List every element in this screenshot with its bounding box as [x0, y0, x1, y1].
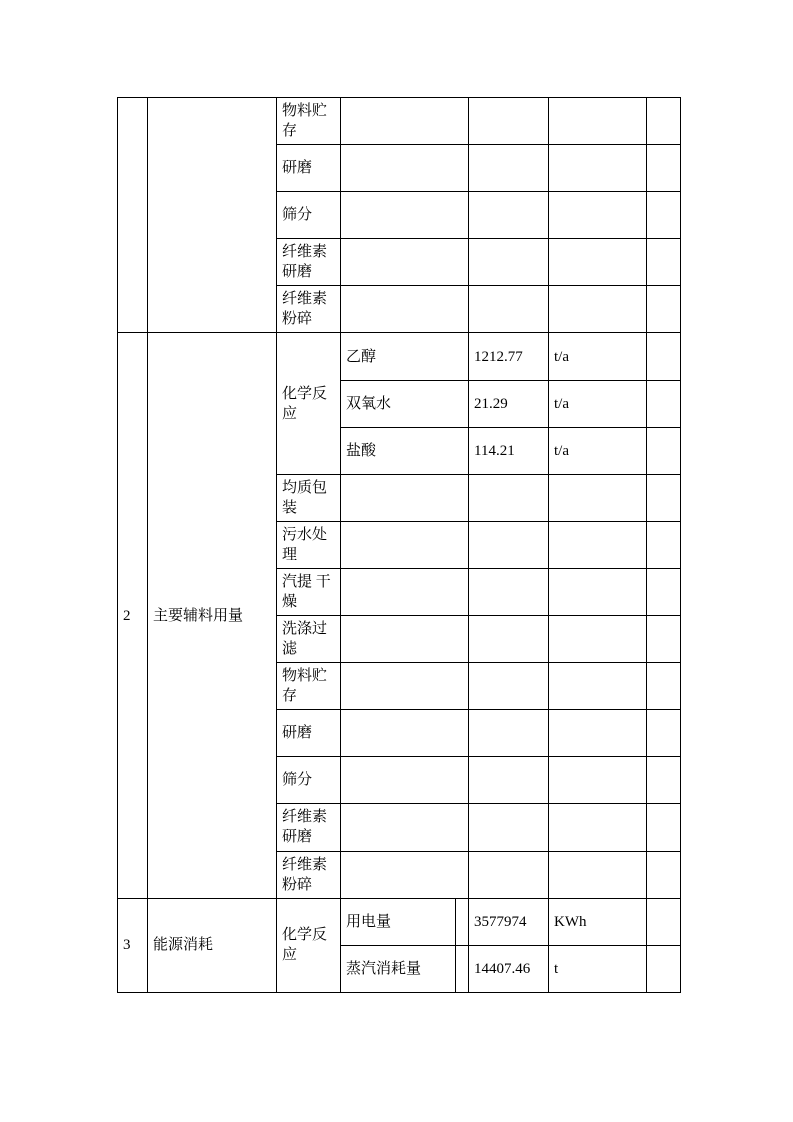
value-cell: [469, 239, 549, 286]
unit-cell: [549, 286, 647, 333]
unit-cell: [549, 568, 647, 615]
empty-cell: [647, 710, 681, 757]
value-cell: [469, 616, 549, 663]
value-cell: 1212.77: [469, 333, 549, 380]
unit-cell: [549, 521, 647, 568]
material-cell: [341, 568, 469, 615]
material-cell: [341, 710, 469, 757]
process-cell: 纤维素粉碎: [277, 851, 341, 898]
empty-cell: [647, 145, 681, 192]
material-cell: [341, 286, 469, 333]
unit-cell: [549, 757, 647, 804]
empty-cell: [647, 898, 681, 945]
material-cell: 蒸汽消耗量: [341, 945, 456, 992]
material-cell: [341, 851, 469, 898]
row-index-cell: 3: [118, 898, 148, 992]
empty-cell: [647, 616, 681, 663]
material-cell: [341, 98, 469, 145]
empty-cell: [647, 192, 681, 239]
value-cell: [469, 851, 549, 898]
value-cell: 114.21: [469, 427, 549, 474]
value-cell: [469, 474, 549, 521]
value-cell: [469, 521, 549, 568]
empty-cell: [647, 474, 681, 521]
value-cell: [469, 804, 549, 851]
material-cell: [341, 521, 469, 568]
value-cell: [469, 192, 549, 239]
process-cell: 筛分: [277, 757, 341, 804]
process-cell: 物料贮存: [277, 663, 341, 710]
value-cell: [469, 568, 549, 615]
unit-cell: KWh: [549, 898, 647, 945]
category-cell: 能源消耗: [148, 898, 277, 992]
material-cell: 双氧水: [341, 380, 469, 427]
category-cell: 主要辅料用量: [148, 333, 277, 898]
unit-cell: t: [549, 945, 647, 992]
material-cell: 乙醇: [341, 333, 469, 380]
empty-cell: [647, 286, 681, 333]
unit-cell: t/a: [549, 427, 647, 474]
material-cell: [341, 145, 469, 192]
empty-cell: [647, 98, 681, 145]
value-cell: [469, 710, 549, 757]
process-cell: 物料贮存: [277, 98, 341, 145]
value-cell: 21.29: [469, 380, 549, 427]
table-row: [118, 98, 681, 145]
process-cell: 化学反应: [277, 898, 341, 992]
value-cell: [469, 663, 549, 710]
process-cell: 纤维素粉碎: [277, 286, 341, 333]
value-cell: [469, 757, 549, 804]
empty-cell: [647, 804, 681, 851]
unit-cell: t/a: [549, 333, 647, 380]
material-cell: [341, 192, 469, 239]
value-cell: 3577974: [469, 898, 549, 945]
table-row: [118, 333, 681, 380]
material-cell: [341, 757, 469, 804]
unit-cell: [549, 474, 647, 521]
material-cell: [341, 616, 469, 663]
material-cell: [341, 239, 469, 286]
unit-cell: [549, 145, 647, 192]
spacer-cell: [456, 898, 469, 945]
empty-cell: [647, 945, 681, 992]
material-cell: [341, 804, 469, 851]
unit-cell: [549, 98, 647, 145]
material-cell: [341, 663, 469, 710]
empty-cell: [647, 757, 681, 804]
empty-cell: [647, 380, 681, 427]
row-index-cell: 2: [118, 333, 148, 898]
unit-cell: [549, 616, 647, 663]
category-cell: [148, 98, 277, 333]
process-data-table: [117, 97, 681, 993]
process-cell: 研磨: [277, 145, 341, 192]
process-cell: 纤维素研磨: [277, 239, 341, 286]
unit-cell: [549, 192, 647, 239]
process-cell: 化学反应: [277, 333, 341, 474]
material-cell: 用电量: [341, 898, 456, 945]
empty-cell: [647, 663, 681, 710]
spacer-cell: [456, 945, 469, 992]
process-cell: 汽提 干燥: [277, 568, 341, 615]
material-cell: [341, 474, 469, 521]
row-index-cell: [118, 98, 148, 333]
process-cell: 均质包装: [277, 474, 341, 521]
process-cell: 研磨: [277, 710, 341, 757]
unit-cell: [549, 710, 647, 757]
unit-cell: [549, 851, 647, 898]
process-cell: 洗涤过滤: [277, 616, 341, 663]
material-cell: 盐酸: [341, 427, 469, 474]
value-cell: [469, 145, 549, 192]
process-cell: 污水处理: [277, 521, 341, 568]
unit-cell: [549, 663, 647, 710]
empty-cell: [647, 521, 681, 568]
process-cell: 纤维素研磨: [277, 804, 341, 851]
value-cell: [469, 286, 549, 333]
unit-cell: t/a: [549, 380, 647, 427]
empty-cell: [647, 851, 681, 898]
empty-cell: [647, 568, 681, 615]
process-cell: 筛分: [277, 192, 341, 239]
empty-cell: [647, 427, 681, 474]
unit-cell: [549, 804, 647, 851]
empty-cell: [647, 333, 681, 380]
value-cell: [469, 98, 549, 145]
table-row: [118, 898, 681, 945]
value-cell: 14407.46: [469, 945, 549, 992]
empty-cell: [647, 239, 681, 286]
unit-cell: [549, 239, 647, 286]
